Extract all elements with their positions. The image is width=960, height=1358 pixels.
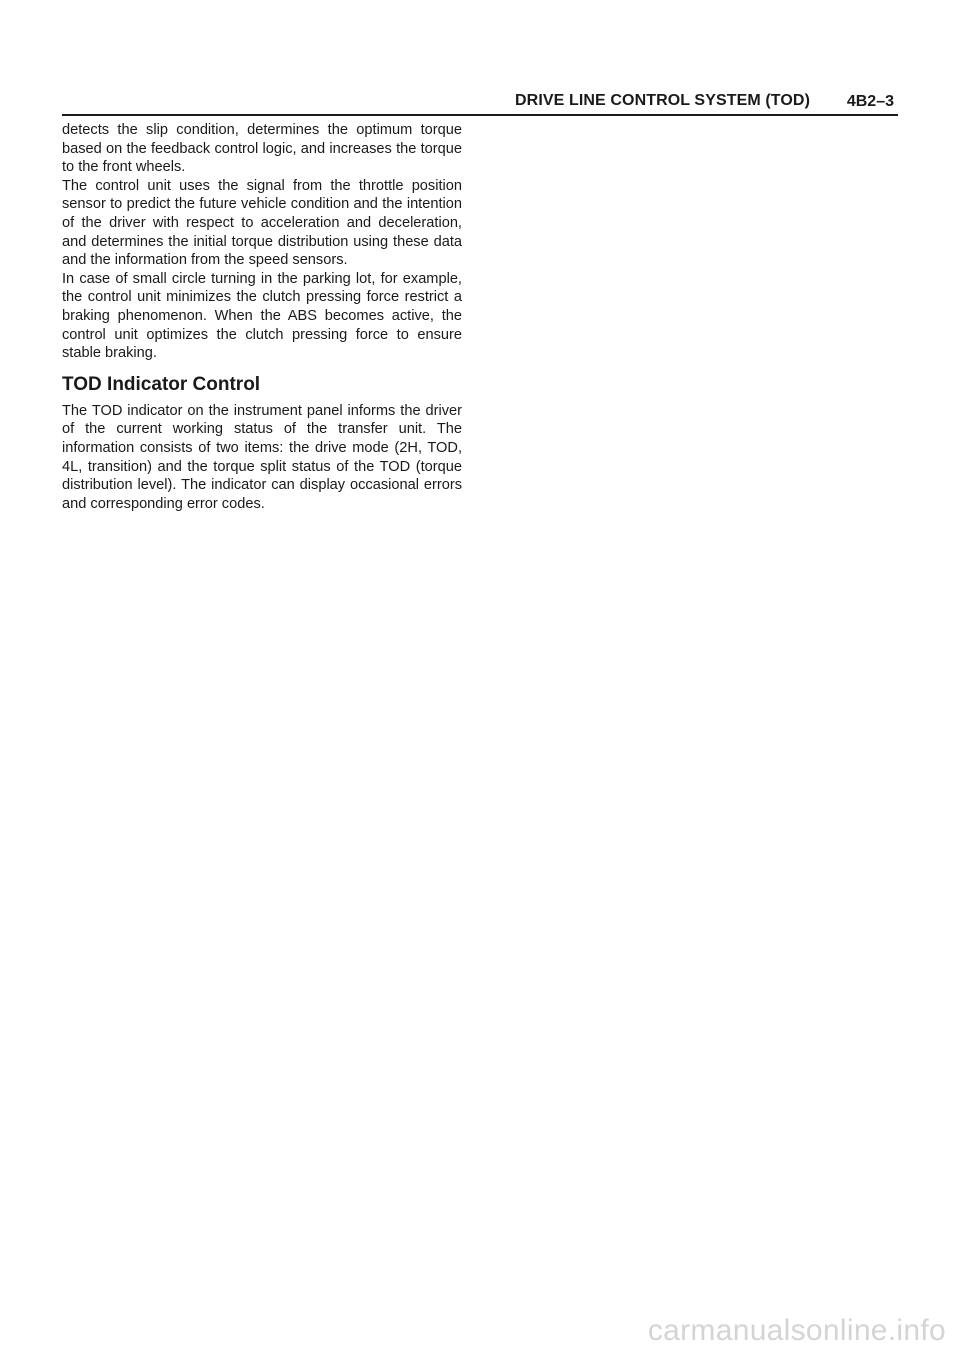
page-number: 4B2–3	[846, 93, 894, 110]
section-title: DRIVE LINE CONTROL SYSTEM (TOD)	[515, 92, 810, 109]
paragraph-throttle-sensor: The control unit uses the signal from the throttle position sensor to predict the future vehicle condition and the intention of the driver with respect to acceleration and deceleration, and determines the initial torque distribution using these data and the information from the speed sensors.	[62, 177, 462, 269]
page-header	[62, 86, 898, 116]
text-column	[62, 121, 462, 513]
paragraph-tod-indicator: The TOD indicator on the instrument panel informs the driver of the current working status of the transfer unit. The information consists of two items: the drive mode (2H, TOD, 4L, transition) and the torque split status of the TOD (torque distribution level). The indicator can display occasional errors and corresponding error codes.	[62, 402, 462, 512]
header-divider	[62, 114, 898, 116]
site-watermark: carmanualsonline.info	[647, 1314, 946, 1347]
section-heading: TOD Indicator Control	[62, 373, 261, 395]
paragraph-slip-condition: detects the slip condition, determines the optimum torque based on the feedback control logic, and increases the torque to the front wheels.	[62, 122, 462, 176]
paragraph-small-circle-turning: In case of small circle turning in the parking lot, for example, the control unit minimizes the clutch pressing force restrict a braking phenomenon. When the ABS becomes active, the control unit optimizes the clutch pressing force to ensure stable braking.	[62, 270, 462, 362]
